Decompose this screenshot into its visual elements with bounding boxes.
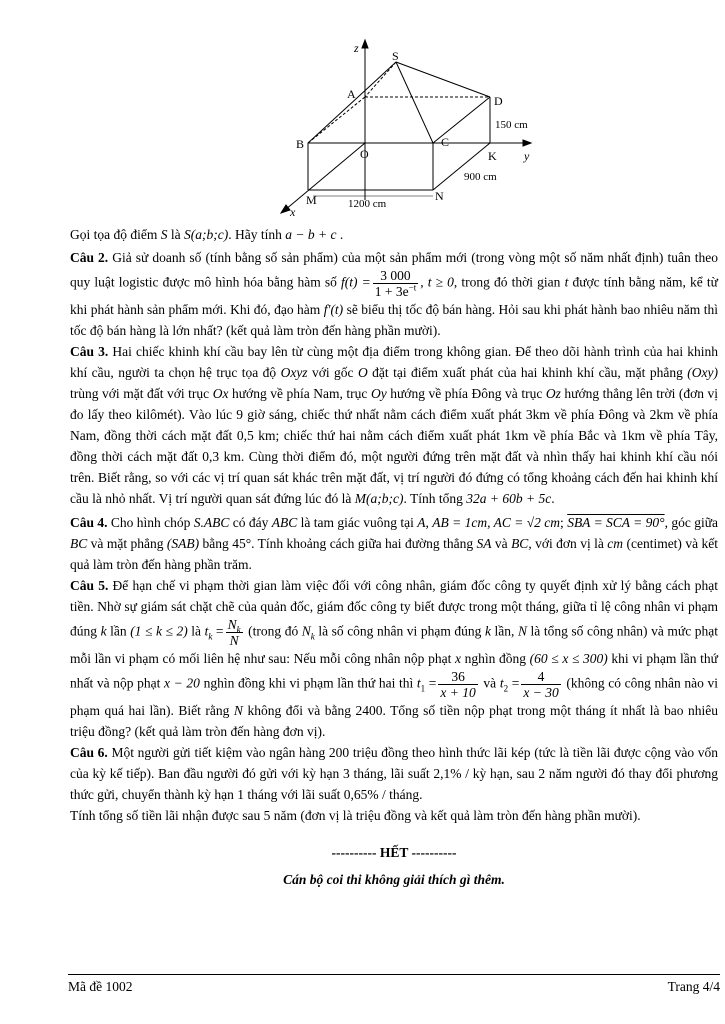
edge-ba [308,97,365,143]
y-arrow [523,140,531,146]
label-b: B [296,137,305,151]
label-o: O [360,147,369,161]
question-6-continued: Tính tổng số tiền lãi nhận được sau 5 năm (đơn vị là triệu đồng và kết quả làm tròn đến hàng phần mười). [70,808,641,823]
z-arrow [362,40,368,48]
label-a: A [347,87,356,101]
question-6-label: Câu 6. [70,745,108,760]
proctor-note: Cán bộ coi thi không giải thích gì thêm. [283,872,505,887]
label-x: x [290,205,296,219]
question-3-label: Câu 3. [70,344,109,359]
t1-fraction: $\frac{36}{x + 10}$ [440,669,476,700]
label-y: y [524,149,530,163]
label-k: K [488,149,497,163]
logistic-fraction: $\frac{3 000}{1 + 3e^{-t}}$ [374,268,417,299]
question-5-label: Câu 5. [70,578,109,593]
x-arrow [281,205,290,213]
edge-sa [365,62,396,97]
tk-fraction: $\frac{N_k}{N}$ [227,617,241,648]
label-n: N [435,189,444,203]
page-number: Trang 4/4 [667,979,720,994]
question-4-label: Câu 4. [70,515,108,530]
dim-width: 900 cm [464,171,497,183]
exam-ending [70,842,718,890]
question-body [70,224,718,890]
question-4: Câu 4. Cho hình chóp S.ABC có đáy ABC là tam giác vuông tại A, AB = 1cm, AC = √2 cm; SBA = SCA = 90°, góc giữa BC và mặt phẳng (SAB) bằng 45°. Tính khoảng cách giữa hai đường thẳng SA và BC, với đơn vị là cm (centimet) và kết quả làm tròn đến hàng phần trăm. [70,515,719,572]
label-d: D [494,94,503,108]
question-5: Câu 5. Để hạn chế vi phạm thời gian làm việc đối với công nhân, giám đốc công ty quyết định xử lý bằng cách phạt tiền. Nhờ sự giám sát chặt chẽ của quản đốc, giám đốc công ty biết được trong một tháng, giữa tỉ lệ công nhân vi phạm đúng k lần (1 ≤ k ≤ 2) là $t_k$ = $\frac{N_k}{N}$ (trong đó $N_k$ là số công nhân vi phạm đúng k lần, N là tổng số công nhân) và mức phạt mỗi lần vi phạm có mối liên hệ như sau: Nếu mỗi công nhân nộp phạt x nghìn đồng (60 ≤ x ≤ 300) khi vi phạm lần thứ nhất và nộp phạt x − 20 nghìn đồng khi vi phạm lần thứ hai thì $t_1$ = $\frac{36}{x + 10}$ và $t_2$ = $\frac{4}{x - 30}$ (không có công nhân nào vi phạm quá hai lần). Biết rằng N không đổi và bằng 2400. Tổng số tiền nộp phạt trong một tháng ít nhất là bao nhiêu triệu đồng? (kết quả làm tròn đến hàng đơn vị). [70,578,719,739]
end-marker: ---------- HẾT ---------- [331,845,457,860]
question-3: Câu 3. Hai chiếc khinh khí cầu bay lên từ cùng một địa điểm trong không gian. Để theo dõi hành trình của hai khinh khí cầu, người ta chọn hệ trục tọa độ Oxyz với gốc O đặt tại điểm xuất phát của hai khinh khí cầu, mặt phẳng (Oxy) trùng với mặt đất với trục Ox hướng về phía Nam, trục Oy hướng về phía Đông và trục Oz hướng thẳng lên trời (đơn vị đo lấy theo kilômét). Vào lúc 9 giờ sáng, chiếc thứ nhất nằm cách điểm xuất phát 3km về phía Đông và 2km về phía Nam, đồng thời cách mặt đất 0,5 km; chiếc thứ hai nằm cách điểm xuất phát 1km về phía Bắc và 1km về phía Tây, đồng thời cách mặt đất 0,3 km. Cùng thời điểm đó, một người đứng trên mặt đất và nhìn thấy hai khinh khí cầu nói trên. Biết rằng, so với các vị trí quan sát khác trên mặt đất, vị trí người đó đứng có tổng khoảng cách đến hai khinh khí cầu là nhỏ nhất. Vị trí người quan sát đứng lúc đó là M(a;b;c). Tính tổng 32a + 60b + 5c. [70,344,719,506]
label-s: S [392,49,399,63]
question-2: Câu 2. Giả sử doanh số (tính bằng số sản phẩm) của một sản phẩm mới (trong vòng một số năm nhất định) tuân theo quy luật logistic được mô hình hóa bằng hàm số f(t) = $\frac{3 000}{1 + 3e^{-t}}$ , t ≥ 0, trong đó thời gian t được tính bằng năm, kể từ khi phát hành sản phẩm mới. Khi đó, đạo hàm f′(t) sẽ biểu thị tốc độ bán hàng. Hỏi sau khi phát hành bao nhiêu năm thì tốc độ bán hàng là lớn nhất? (kết quả làm tròn đến hàng phần mười). [70,250,718,338]
exam-code: Mã đề 1002 [68,979,133,994]
t2-fraction: $\frac{4}{x - 30}$ [523,669,559,700]
edge-sb [308,62,396,143]
page-footer [68,974,720,995]
question-6: Câu 6. Một người gửi tiết kiệm vào ngân hàng 200 triệu đồng theo hình thức lãi kép (tức là tiền lãi được cộng vào vốn của kỳ kế tiếp). Ban đầu người đó gửi với kỳ hạn 3 tháng, lãi suất 2,1% / kỳ hạn, sau 2 năm người đó thay đổi phương thức gửi, chuyển thành kỳ hạn 1 tháng với lãi suất 0,65% / tháng. [70,745,718,802]
dim-length: 1200 cm [348,198,387,210]
label-c: C [441,135,450,149]
question-1-tail: Gọi tọa độ điểm S là S(a;b;c). Hãy tính a − b + c . [70,227,344,242]
label-z: z [354,41,359,55]
dim-height: 150 cm [495,119,528,131]
label-m: M [306,193,317,207]
question-2-label: Câu 2. [70,250,109,265]
pyramid-house-figure [0,0,725,220]
